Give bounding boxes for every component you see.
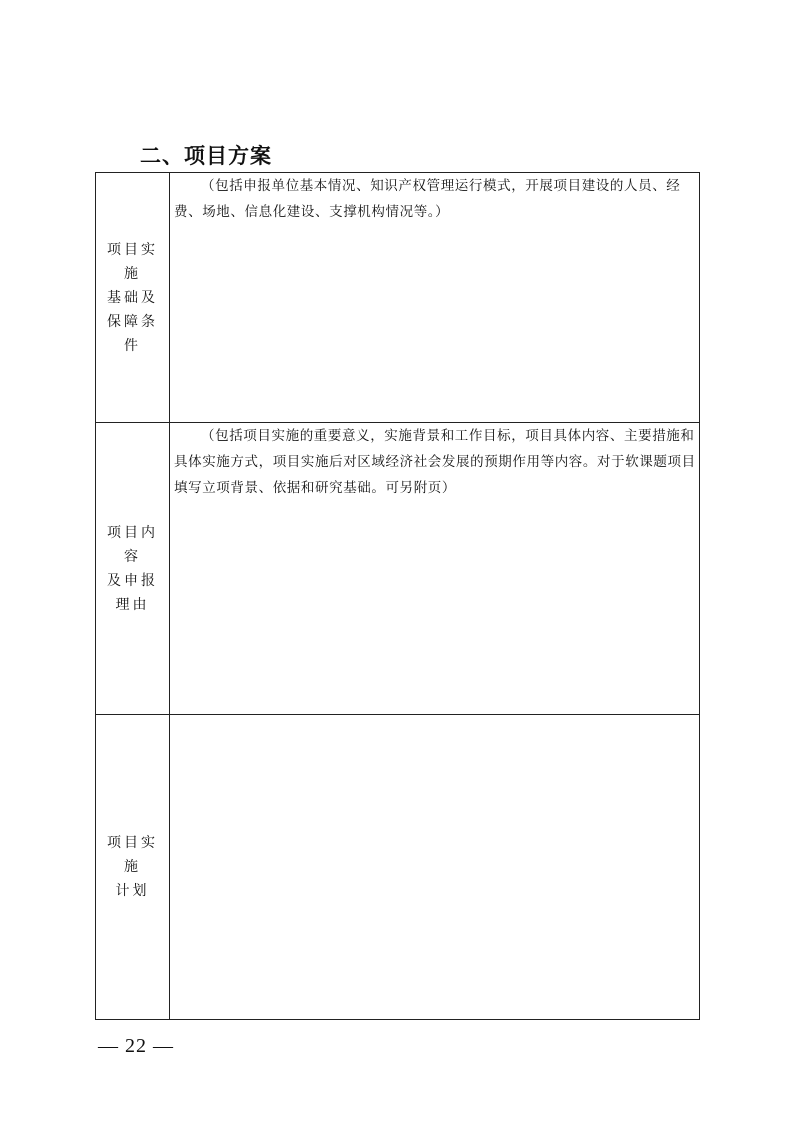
label-line: 项目内容: [107, 524, 158, 565]
label-line: 保障条件: [107, 313, 158, 354]
content-cell-content[interactable]: [170, 423, 700, 715]
table-row-plan: [96, 715, 700, 1020]
hint-text-basis: （包括申报单位基本情况、知识产权管理运行模式，开展项目建设的人员、经费、场地、信息化建设、支撑机构情况等。）: [174, 178, 681, 220]
project-plan-table: [95, 172, 700, 1020]
label-line: 项目实施: [107, 835, 158, 875]
content-cell-basis[interactable]: [170, 173, 700, 423]
label-line: 计划: [115, 883, 150, 899]
page-number: — 22 —: [98, 1035, 174, 1057]
row-label-plan: [96, 715, 170, 1020]
table-row-basis: [96, 173, 700, 423]
hint-text-content: （包括项目实施的重要意义，实施背景和工作目标，项目具体内容、主要措施和具体实施方式，项目实施后对区域经济社会发展的预期作用等内容。对于软课题项目填写立项背景、依据和研究基础。可另附页）: [174, 428, 696, 496]
row-label-content: [96, 423, 170, 715]
label-line: 及申报: [107, 572, 158, 589]
table-row-content: [96, 423, 700, 715]
content-cell-plan[interactable]: [170, 715, 700, 1020]
row-label-basis: [96, 173, 170, 423]
label-line: 基础及: [107, 289, 158, 306]
section-title: 二、项目方案: [140, 144, 272, 168]
label-line: 理由: [115, 596, 150, 613]
label-line: 项目实施: [107, 241, 158, 282]
